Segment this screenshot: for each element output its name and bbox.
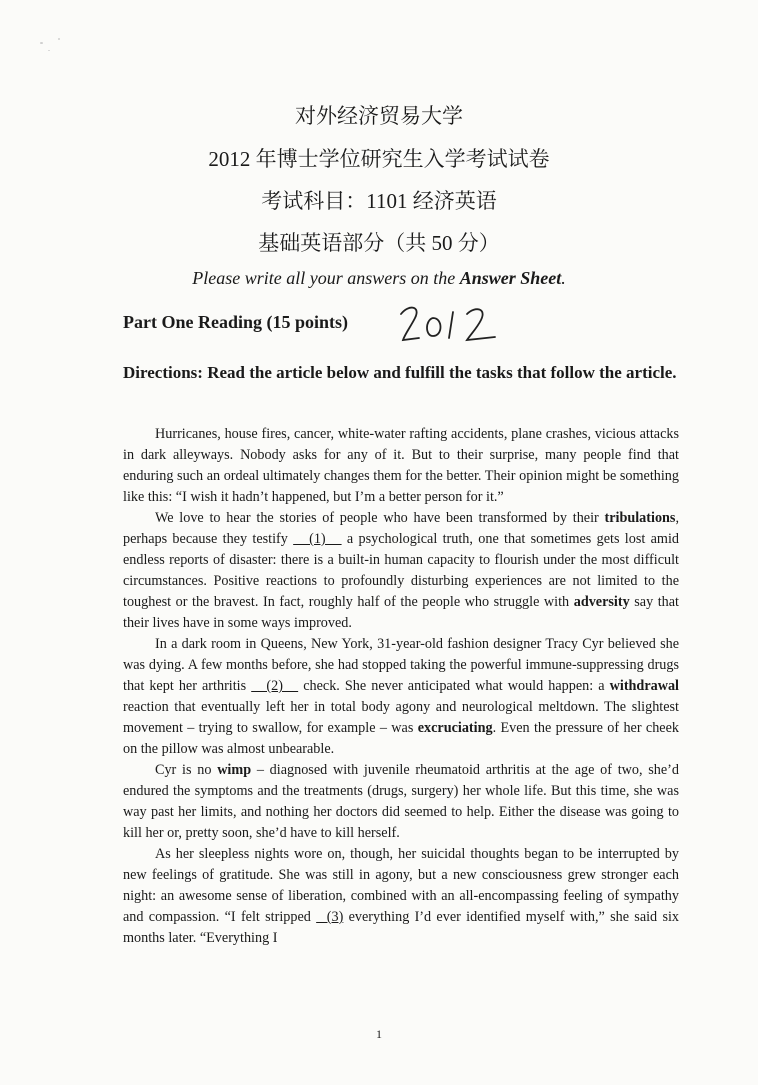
answer-sheet-emphasis: Answer Sheet bbox=[459, 268, 562, 288]
exam-subject: 考试科目：1101 经济英语 bbox=[261, 189, 497, 213]
paragraph-2: We love to hear the stories of people who have been transformed by their tribulations, perhaps because they testify (1) a psychological truth, one that sometimes gets lost amid endless reports of disaster: there is a built-in human capacity to flourish under the most difficult circumstances. Positive reactions to profoundly disturbing experiences are not limited to the toughest or the bravest. In fact, roughly half of the people who struggle with adversity say that their lives have in some ways improved. bbox=[123, 510, 679, 631]
exam-title: 2012 年博士学位研究生入学考试试卷 bbox=[208, 147, 550, 171]
paragraph-5: As her sleepless nights wore on, though, her suicidal thoughts began to be interrupted by new feelings of gratitude. She was still in agony, but a new consciousness grew stronger each night: an awesome sense of liberation, combined with an all-encompassing feeling of sympathy and compassion. “I felt stripped (3) everything I’d ever identified myself with,” she said six months later. “Everything I bbox=[123, 846, 680, 946]
scan-speck bbox=[48, 50, 50, 51]
blank-2: (2) bbox=[251, 678, 299, 694]
paragraph-4: Cyr is no wimp – diagnosed with juvenile rheumatoid arthritis at the age of two, she’d endured the symptoms and the treatments (drugs, surgery) her whole life. But this time, she was way past her limits, and nothing her doctors did seemed to help. Either the disease was going to kill her or, pretty soon, she’d have to kill herself. bbox=[123, 762, 680, 841]
scan-speck bbox=[58, 38, 60, 40]
paragraph-1: Hurricanes, house fires, cancer, white-water rafting accidents, plane crashes, vicious attacks in dark alleyways. Nobody asks for any of it. But to their surprise, many people find that enduring such an ordeal ultimately changes them for the better. Their opinion might be something like this: “I wish it hadn’t happened, but I’m a better person for it.” bbox=[123, 426, 679, 505]
article-body bbox=[123, 424, 679, 949]
scan-speck bbox=[40, 42, 43, 44]
handwritten-year-annotation bbox=[395, 300, 505, 348]
paragraph-3: In a dark room in Queens, New York, 31-year-old fashion designer Tracy Cyr believed she was dying. A few months before, she had stopped taking the powerful immune-suppressing drugs that kept her arthritis (2) check. She never anticipated what would happen: a withdrawal reaction that eventually left her in total body agony and neurological meltdown. The slightest movement – trying to swallow, for example – was excruciating. Even the pressure of her cheek on the pillow was almost unbearable. bbox=[123, 636, 679, 757]
section-title: 基础英语部分（共 50 分） bbox=[258, 231, 500, 255]
answer-instruction: Please write all your answers on the Answer Sheet. bbox=[192, 268, 566, 288]
blank-1: (1) bbox=[293, 531, 342, 547]
page-number: 1 bbox=[376, 1027, 382, 1041]
part-title: Part One Reading (15 points) bbox=[123, 312, 348, 332]
blank-3: (3) bbox=[316, 909, 344, 925]
university-name: 对外经济贸易大学 bbox=[295, 104, 463, 128]
directions: Directions: Read the article below and fulfill the tasks that follow the article. bbox=[123, 363, 677, 382]
